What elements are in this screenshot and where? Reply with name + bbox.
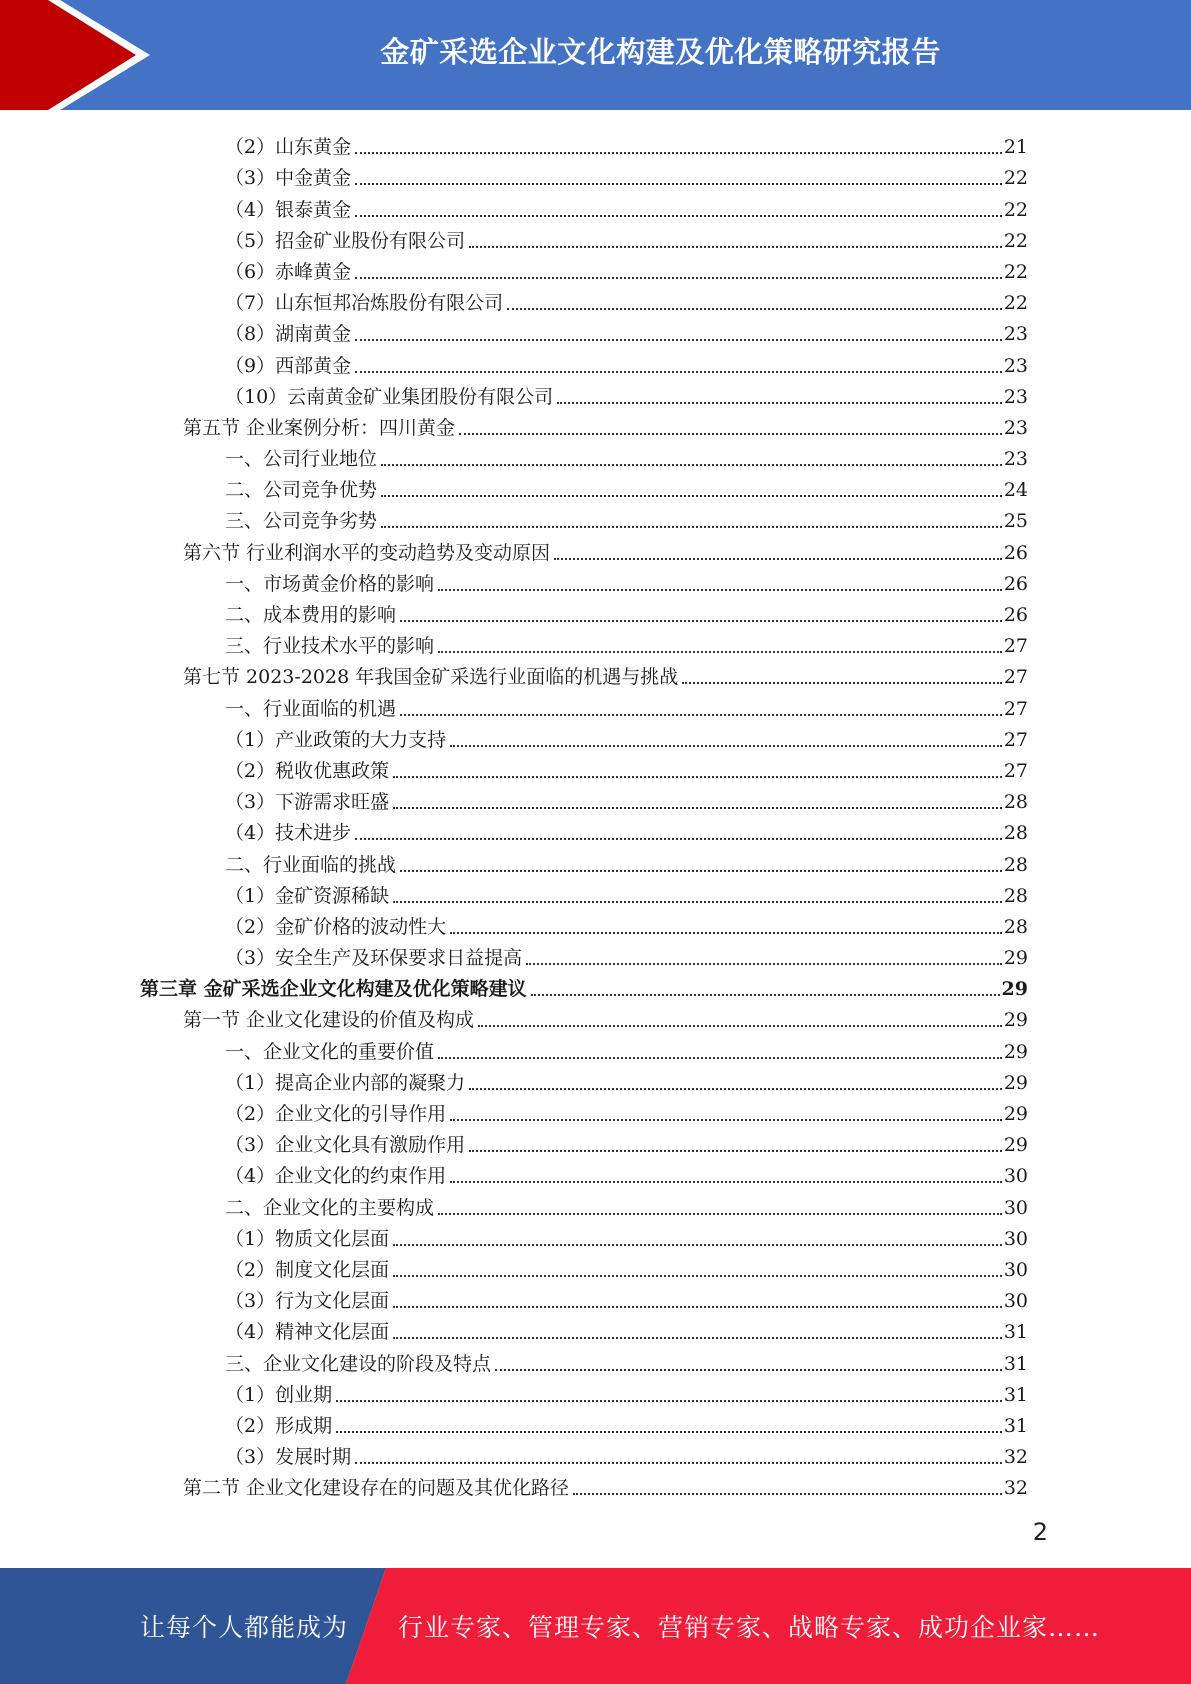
toc-leader-dots [557, 402, 1002, 404]
toc-entry[interactable] [140, 1376, 1028, 1407]
toc-entry[interactable] [140, 1251, 1028, 1282]
toc-entry[interactable] [140, 939, 1028, 970]
toc-entry-title: （4）银泰黄金 [225, 198, 352, 221]
toc-entry-page: 29 [1003, 947, 1028, 970]
toc-entry-page: 29 [1003, 1040, 1028, 1063]
toc-entry-title: （1）产业政策的大力支持 [225, 728, 447, 751]
toc-entry-title: （1）金矿资源稀缺 [225, 884, 390, 907]
chevron-red [0, 0, 136, 110]
toc-entry-page: 29 [1003, 1134, 1028, 1157]
toc-entry[interactable] [140, 533, 1028, 564]
toc-entry-title: 三、企业文化建设的阶段及特点 [225, 1352, 492, 1375]
toc-entry-title: 三、公司竞争劣势 [225, 510, 378, 533]
toc-entry[interactable] [140, 471, 1028, 502]
toc-leader-dots [393, 901, 1002, 903]
toc-entry-title: （2）金矿价格的波动性大 [225, 915, 447, 938]
toc-entry[interactable] [140, 1032, 1028, 1063]
toc-entry-title: （3）安全生产及环保要求日益提高 [225, 947, 523, 970]
toc-entry[interactable] [140, 970, 1028, 1001]
toc-leader-dots [507, 308, 1002, 310]
toc-leader-dots [336, 1431, 1002, 1433]
toc-leader-dots [400, 714, 1002, 716]
toc-entry-page: 22 [1003, 198, 1028, 221]
toc-entry-title: （9）西部黄金 [225, 354, 352, 377]
toc-entry-page: 28 [1003, 915, 1028, 938]
toc-leader-dots [355, 183, 1002, 185]
toc-entry-page: 31 [1003, 1352, 1028, 1375]
toc-entry-title: 二、成本费用的影响 [225, 604, 397, 626]
toc-entry-title: 一、企业文化的重要价值 [225, 1040, 435, 1063]
toc-leader-dots [393, 807, 1002, 809]
toc-entry[interactable] [140, 315, 1028, 346]
toc-entry[interactable] [140, 1438, 1028, 1469]
toc-entry-page: 32 [1003, 1446, 1028, 1469]
toc-leader-dots [400, 870, 1002, 872]
toc-entry-page: 23 [1003, 354, 1028, 377]
toc-leader-dots [450, 1119, 1002, 1121]
toc-entry-title: （4）精神文化层面 [225, 1321, 390, 1344]
toc-leader-dots [355, 838, 1002, 840]
toc-leader-dots [355, 152, 1002, 154]
toc-entry-title: 一、市场黄金价格的影响 [225, 572, 435, 595]
toc-entry[interactable] [140, 1064, 1028, 1095]
toc-entry-page: 21 [1003, 136, 1028, 159]
toc-entry-page: 30 [1003, 1290, 1028, 1313]
toc-entry[interactable] [140, 1126, 1028, 1157]
toc-entry-title: （2）形成期 [225, 1414, 333, 1437]
toc-entry-title: 三、行业技术水平的影响 [225, 635, 435, 658]
toc-entry-page: 30 [1003, 1165, 1028, 1188]
toc-entry-page: 23 [1003, 416, 1028, 439]
toc-entry-title: 一、公司行业地位 [225, 448, 378, 471]
toc-entry-page: 28 [1003, 791, 1028, 814]
table-of-contents [140, 128, 1028, 1500]
toc-entry[interactable] [140, 752, 1028, 783]
toc-entry[interactable] [140, 877, 1028, 908]
toc-entry[interactable] [140, 565, 1028, 596]
toc-leader-dots [355, 1462, 1002, 1464]
toc-leader-dots [393, 1337, 1002, 1339]
toc-entry-page: 25 [1003, 510, 1028, 533]
toc-entry-page: 27 [1003, 759, 1028, 782]
toc-entry[interactable] [140, 845, 1028, 876]
footer-slogan-left: 让每个人都能成为 [140, 1613, 349, 1642]
toc-leader-dots [355, 371, 1002, 373]
toc-leader-dots [438, 651, 1002, 653]
toc-entry-page: 27 [1003, 635, 1028, 658]
toc-leader-dots [459, 433, 1002, 435]
toc-entry-page: 26 [1003, 541, 1028, 564]
toc-entry-page: 22 [1003, 229, 1028, 252]
toc-leader-dots [393, 1306, 1002, 1308]
toc-leader-dots [554, 558, 1002, 560]
toc-leader-dots [355, 339, 1002, 341]
toc-entry-title: （10）云南黄金矿业集团股份有限公司 [225, 385, 554, 408]
toc-entry-page: 29 [1003, 1009, 1028, 1032]
toc-leader-dots [682, 682, 1002, 684]
toc-entry[interactable] [140, 1344, 1028, 1375]
toc-entry-page: 29 [1003, 1103, 1028, 1125]
toc-entry-page: 27 [1003, 697, 1028, 720]
toc-entry-title: 二、企业文化的主要构成 [225, 1196, 435, 1219]
toc-leader-dots [355, 215, 1002, 217]
toc-entry-title: （2）山东黄金 [225, 136, 352, 159]
toc-entry-page: 23 [1003, 323, 1028, 346]
toc-entry[interactable] [140, 783, 1028, 814]
toc-entry[interactable] [140, 502, 1028, 533]
toc-entry[interactable] [140, 1282, 1028, 1313]
toc-entry[interactable] [140, 253, 1028, 284]
toc-entry[interactable] [140, 814, 1028, 845]
toc-leader-dots [381, 495, 1002, 497]
toc-entry-title: （6）赤峰黄金 [225, 260, 352, 283]
toc-leader-dots [450, 1181, 1002, 1183]
toc-leader-dots [381, 464, 1002, 466]
toc-entry-page: 27 [1003, 728, 1028, 751]
toc-entry[interactable] [140, 689, 1028, 720]
document-title: 金矿采选企业文化构建及优化策略研究报告 [380, 34, 941, 69]
toc-leader-dots [469, 1150, 1002, 1152]
toc-entry-page: 23 [1003, 385, 1028, 408]
toc-entry-page: 30 [1003, 1258, 1028, 1281]
toc-entry[interactable] [140, 721, 1028, 752]
toc-entry[interactable] [140, 658, 1028, 689]
toc-entry[interactable] [140, 1001, 1028, 1032]
page-footer [0, 1568, 1191, 1684]
toc-entry-page: 30 [1003, 1196, 1028, 1219]
toc-entry-page: 32 [1003, 1477, 1028, 1500]
toc-entry-title: 第七节 2023-2028 年我国金矿采选行业面临的机遇与挑战 [183, 666, 679, 689]
toc-entry[interactable] [140, 222, 1028, 253]
toc-entry-title: （7）山东恒邦冶炼股份有限公司 [225, 292, 504, 315]
page-number: 2 [1032, 1518, 1048, 1546]
toc-entry-title: 一、行业面临的机遇 [225, 697, 397, 720]
toc-leader-dots [438, 1213, 1002, 1215]
toc-leader-dots [450, 932, 1002, 934]
toc-leader-dots [393, 1275, 1002, 1277]
toc-entry[interactable] [140, 346, 1028, 377]
toc-entry[interactable] [140, 128, 1028, 159]
toc-entry[interactable] [140, 284, 1028, 315]
toc-entry[interactable] [140, 1313, 1028, 1344]
toc-entry-page: 29 [1003, 1071, 1028, 1094]
toc-entry-page: 28 [1003, 853, 1028, 876]
toc-entry-title: 第一节 企业文化建设的价值及构成 [183, 1009, 475, 1032]
toc-entry-title: （1）物质文化层面 [225, 1227, 390, 1250]
toc-entry[interactable] [140, 1095, 1028, 1126]
toc-entry-page: 27 [1003, 666, 1028, 689]
toc-entry-title: （3）下游需求旺盛 [225, 791, 390, 814]
toc-leader-dots [450, 745, 1002, 747]
toc-entry-title: （1）提高企业内部的凝聚力 [225, 1071, 466, 1094]
toc-entry-title: 第六节 行业利润水平的变动趋势及变动原因 [183, 541, 551, 564]
toc-entry-page: 31 [1003, 1383, 1028, 1406]
toc-entry[interactable] [140, 596, 1028, 627]
toc-entry-page: 26 [1003, 572, 1028, 595]
toc-leader-dots [336, 1400, 1002, 1402]
toc-entry-title: （5）招金矿业股份有限公司 [225, 229, 466, 252]
toc-leader-dots [573, 1493, 1002, 1495]
toc-leader-dots [438, 589, 1002, 591]
toc-entry-title: （3）行为文化层面 [225, 1290, 390, 1313]
toc-entry-page: 22 [1003, 167, 1028, 190]
toc-entry-page: 26 [1003, 604, 1028, 626]
toc-leader-dots [393, 776, 1002, 778]
toc-entry-page: 22 [1003, 292, 1028, 315]
toc-entry-title: 第三章 金矿采选企业文化构建及优化策略建议 [140, 978, 527, 1001]
toc-entry[interactable] [140, 190, 1028, 221]
toc-entry[interactable] [140, 378, 1028, 409]
page-header [0, 0, 1191, 110]
toc-entry-title: （3）企业文化具有激励作用 [225, 1134, 466, 1157]
toc-entry[interactable] [140, 1157, 1028, 1188]
toc-entry-title: （4）企业文化的约束作用 [225, 1165, 447, 1188]
toc-entry-title: （2）制度文化层面 [225, 1258, 390, 1281]
toc-leader-dots [469, 246, 1002, 248]
toc-leader-dots [400, 620, 1002, 622]
toc-entry-title: 第二节 企业文化建设存在的问题及其优化路径 [183, 1477, 570, 1500]
toc-entry-page: 28 [1003, 884, 1028, 907]
toc-entry-title: （2）税收优惠政策 [225, 759, 390, 782]
toc-entry[interactable] [140, 1469, 1028, 1500]
toc-entry-title: 第五节 企业案例分析：四川黄金 [183, 416, 456, 439]
toc-entry[interactable] [140, 409, 1028, 440]
toc-leader-dots [355, 277, 1002, 279]
toc-entry-page: 29 [1001, 978, 1028, 1001]
toc-entry-title: （4）技术进步 [225, 822, 352, 845]
toc-entry[interactable] [140, 159, 1028, 190]
toc-entry-page: 31 [1003, 1414, 1028, 1437]
toc-entry[interactable] [140, 1220, 1028, 1251]
toc-leader-dots [381, 526, 1002, 528]
toc-leader-dots [526, 963, 1002, 965]
toc-entry-page: 24 [1003, 479, 1028, 502]
toc-entry-title: （3）中金黄金 [225, 167, 352, 190]
toc-leader-dots [469, 1088, 1002, 1090]
toc-entry-page: 23 [1003, 448, 1028, 471]
toc-entry-title: （1）创业期 [225, 1383, 333, 1406]
toc-entry-page: 31 [1003, 1321, 1028, 1344]
toc-entry-page: 30 [1003, 1227, 1028, 1250]
toc-entry-page: 22 [1003, 260, 1028, 283]
toc-entry-title: （2）企业文化的引导作用 [225, 1103, 447, 1125]
toc-entry-title: 二、公司竞争优势 [225, 479, 378, 502]
toc-leader-dots [531, 994, 1000, 996]
toc-entry-title: （3）发展时期 [225, 1446, 352, 1469]
toc-leader-dots [393, 1244, 1002, 1246]
toc-entry[interactable] [140, 1188, 1028, 1219]
toc-entry-title: （8）湖南黄金 [225, 323, 352, 346]
toc-entry[interactable] [140, 908, 1028, 939]
toc-entry[interactable] [140, 1407, 1028, 1438]
toc-leader-dots [438, 1057, 1002, 1059]
toc-leader-dots [495, 1369, 1002, 1371]
toc-entry-page: 28 [1003, 822, 1028, 845]
toc-leader-dots [478, 1025, 1002, 1027]
toc-entry[interactable] [140, 440, 1028, 471]
toc-entry-title: 二、行业面临的挑战 [225, 853, 397, 876]
toc-entry[interactable] [140, 627, 1028, 658]
footer-slogan-right: 行业专家、管理专家、营销专家、战略专家、成功企业家…… [398, 1613, 1101, 1642]
